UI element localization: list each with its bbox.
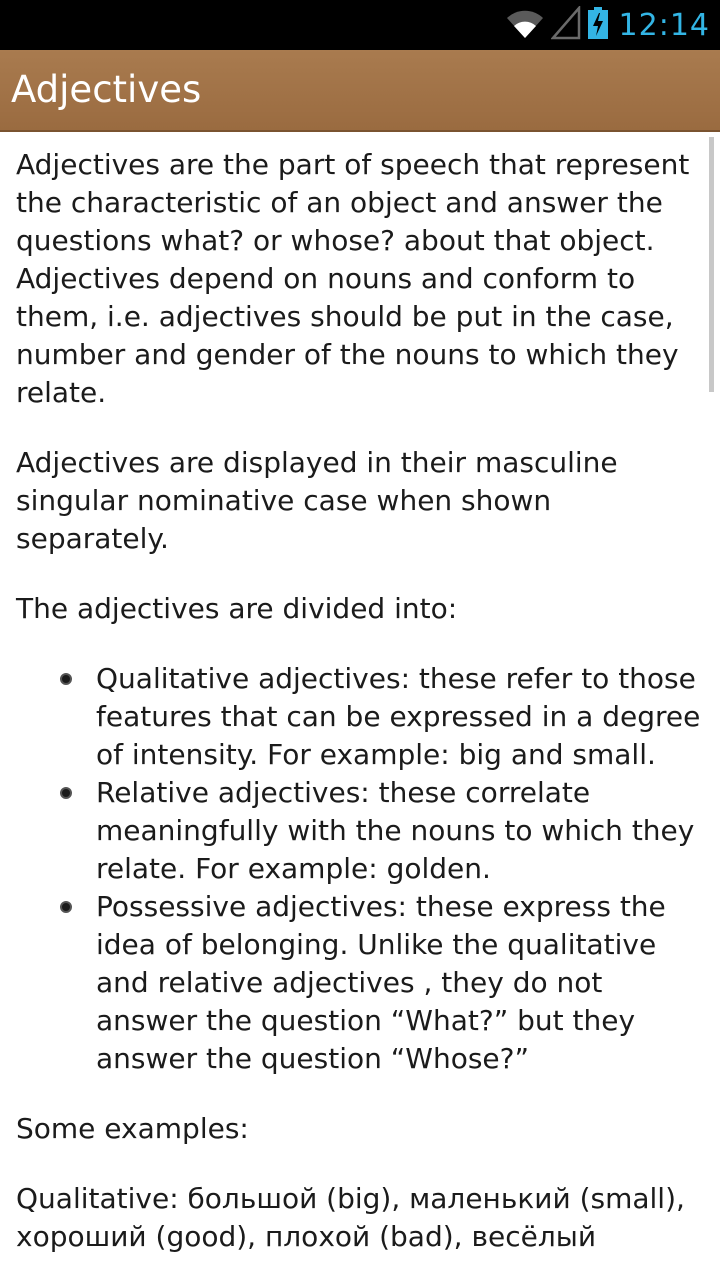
scrollbar[interactable] (709, 137, 714, 392)
battery-charging-icon (587, 6, 609, 44)
list-item-text: Relative adjectives: these correlate meaningfully with the nouns to which they relate. For example: golden. (96, 776, 695, 885)
paragraph-intro: Adjectives are the part of speech that represent the characteristic of an object and answer the questions what? or whose? about that object. Adjectives depend on nouns and conform to them, i.e. adjectives should be put in the case, number and gender of the nouns to which they relate. (16, 148, 690, 409)
bullet-icon (60, 901, 72, 913)
list-item (96, 774, 710, 888)
paragraph-display: Adjectives are displayed in their masculine singular nominative case when shown separately. (16, 446, 618, 555)
list-item (96, 888, 710, 1078)
list-item (96, 660, 710, 774)
paragraph-examples-heading: Some examples: (16, 1112, 249, 1145)
list-item-text: Qualitative adjectives: these refer to those features that can be expressed in a degree of intensity. For example: big and small. (96, 662, 701, 771)
paragraph-qualitative-examples: Qualitative: большой (big), маленький (small), хороший (good), плохой (bad), весёлый (16, 1182, 685, 1253)
paragraph-divided: The adjectives are divided into: (16, 592, 458, 625)
status-icons (499, 0, 710, 50)
bullet-icon (60, 787, 72, 799)
page-title: Adjectives (11, 68, 202, 111)
wifi-icon (505, 6, 545, 44)
signal-icon (551, 6, 581, 44)
status-bar (0, 0, 720, 50)
article-content (16, 136, 710, 1288)
adjective-type-list (16, 660, 710, 1078)
list-item-text: Possessive adjectives: these express the idea of belonging. Unlike the qualitative and relative adjectives , they do not answer the question “What?” but they answer the question “Whose?” (96, 890, 666, 1075)
status-clock: 12:14 (618, 7, 710, 43)
action-bar (0, 50, 720, 130)
bullet-icon (60, 673, 72, 685)
